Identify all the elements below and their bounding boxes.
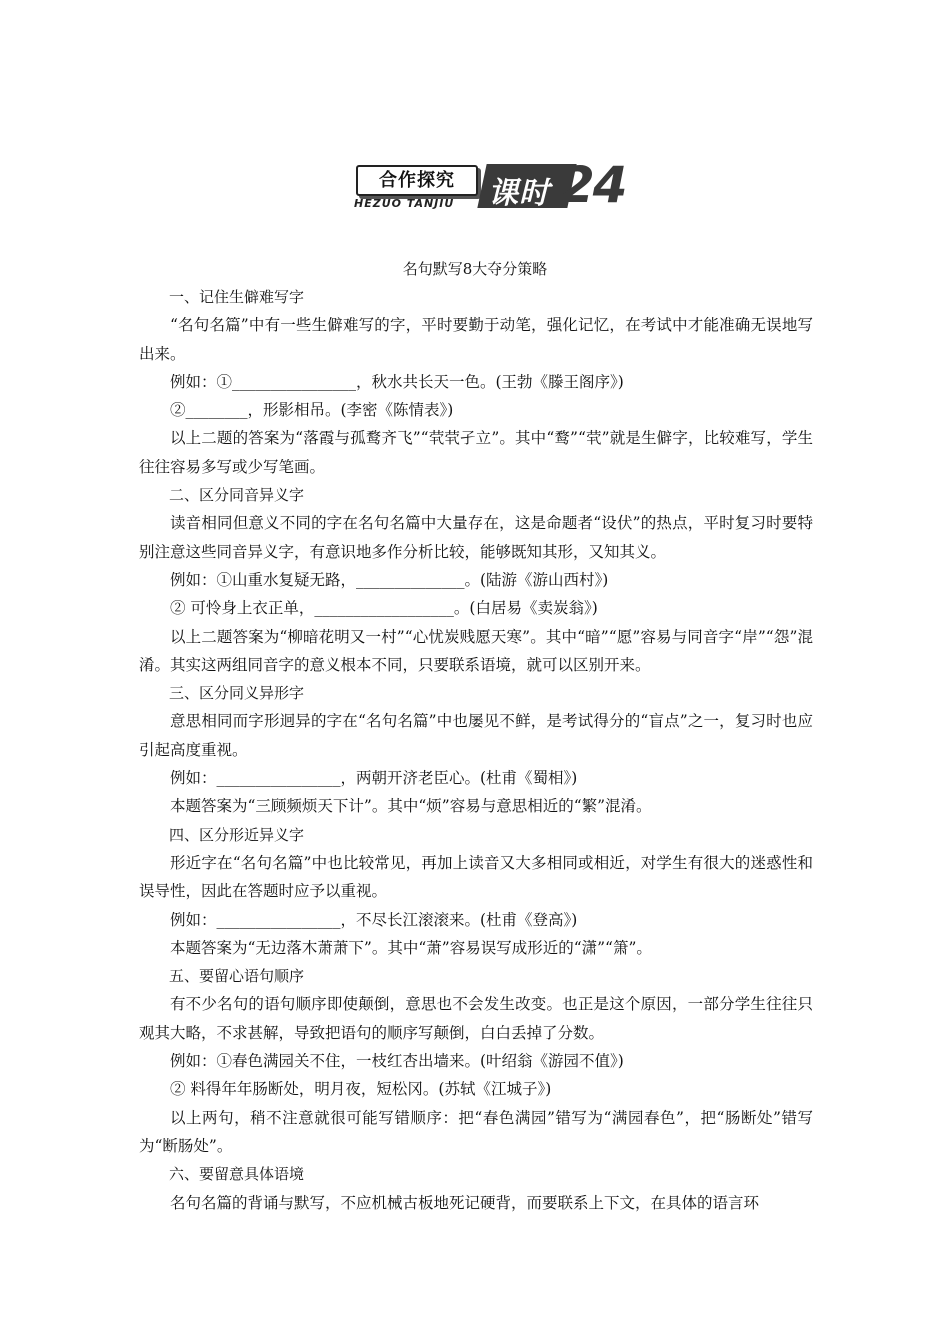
lesson-number: 24 bbox=[560, 156, 626, 214]
example-line: ②________，形影相吊。(李密《陈情表》) bbox=[170, 401, 454, 420]
section-tag-box bbox=[356, 165, 478, 196]
paragraph: “名句名篇”中有一些生僻难写的字，平时要勤于动笔，强化记忆，在考试中才能准确无误地写出来。 bbox=[139, 316, 813, 363]
example-line: 例如：________________，两朝开济老臣心。(杜甫《蜀相》) bbox=[170, 769, 578, 788]
section-tag: 合作探究 bbox=[379, 170, 455, 191]
section-pinyin: HEZUO TANJIU bbox=[354, 197, 455, 210]
lesson-header-logo bbox=[348, 156, 628, 218]
page-title: 名句默写8大夺分策略 bbox=[402, 260, 548, 278]
example-line: 例如：①山重水复疑无路，______________。(陆游《游山西村》) bbox=[170, 570, 609, 589]
paragraph: 以上两句，稍不注意就很可能写错顺序：把“春色满园”错写为“满园春色”，把“肠断处”错写为“断肠处”。 bbox=[139, 1108, 813, 1155]
paragraph: 本题答案为“三顾频烦天下计”。其中“烦”容易与意思相近的“繁”混淆。 bbox=[170, 797, 652, 816]
section-heading: 二、区分同音异义字 bbox=[169, 486, 305, 505]
lesson-label: 课时 bbox=[488, 176, 550, 211]
section-heading: 一、记住生僻难写字 bbox=[169, 288, 305, 306]
document-body bbox=[139, 283, 813, 1217]
example-line: ② 料得年年肠断处，明月夜，短松冈。(苏轼《江城子》) bbox=[170, 1080, 552, 1099]
paragraph: 意思相同而字形迥异的字在“名句名篇”中也屡见不鲜，是考试得分的“盲点”之一，复习时也应引起高度重视。 bbox=[139, 712, 813, 759]
paragraph: 名句名篇的背诵与默写，不应机械古板地死记硬背，而要联系上下文，在具体的语言环 bbox=[170, 1193, 760, 1212]
example-line: 例如：①春色满园关不住，一枝红杏出墙来。(叶绍翁《游园不值》) bbox=[170, 1052, 624, 1071]
section-heading: 五、要留心语句顺序 bbox=[169, 967, 305, 986]
section-heading: 三、区分同义异形字 bbox=[169, 684, 305, 703]
example-line: 例如：①________________，秋水共长天一色。(王勃《滕王阁序》) bbox=[170, 372, 624, 391]
paragraph: 形近字在“名句名篇”中也比较常见，再加上读音又大多相同或相近，对学生有很大的迷惑性和误导性，因此在答题时应予以重视。 bbox=[139, 853, 813, 901]
example-line: ② 可怜身上衣正单，__________________。(白居易《卖炭翁》) bbox=[170, 599, 598, 618]
paragraph: 以上二题答案为“柳暗花明又一村”“心忧炭贱愿天寒”。其中“暗”“愿”容易与同音字“岸”“怨”混淆。其实这两组同音字的意义根本不同，只要联系语境，就可以区别开来。 bbox=[139, 627, 813, 674]
paragraph: 本题答案为“无边落木萧萧下”。其中“萧”容易误写成形近的“潇”“箫”。 bbox=[170, 938, 652, 957]
section-heading: 六、要留意具体语境 bbox=[169, 1165, 305, 1184]
paragraph: 以上二题的答案为“落霞与孤鹜齐飞”“茕茕孑立”。其中“鹜”“茕”就是生僻字，比较难写，学生往往容易多写或少写笔画。 bbox=[139, 429, 813, 476]
paragraph: 有不少名句的语句顺序即使颠倒，意思也不会发生改变。也正是这个原因，一部分学生往往只观其大略，不求甚解，导致把语句的顺序写颠倒，白白丢掉了分数。 bbox=[139, 995, 813, 1042]
section-heading: 四、区分形近异义字 bbox=[169, 825, 305, 844]
example-line: 例如：________________，不尽长江滚滚来。(杜甫《登高》) bbox=[170, 910, 578, 929]
paragraph: 读音相同但意义不同的字在名句名篇中大量存在，这是命题者“设伏”的热点，平时复习时要特别注意这些同音异义字，有意识地多作分析比较，能够既知其形，又知其义。 bbox=[139, 514, 813, 561]
